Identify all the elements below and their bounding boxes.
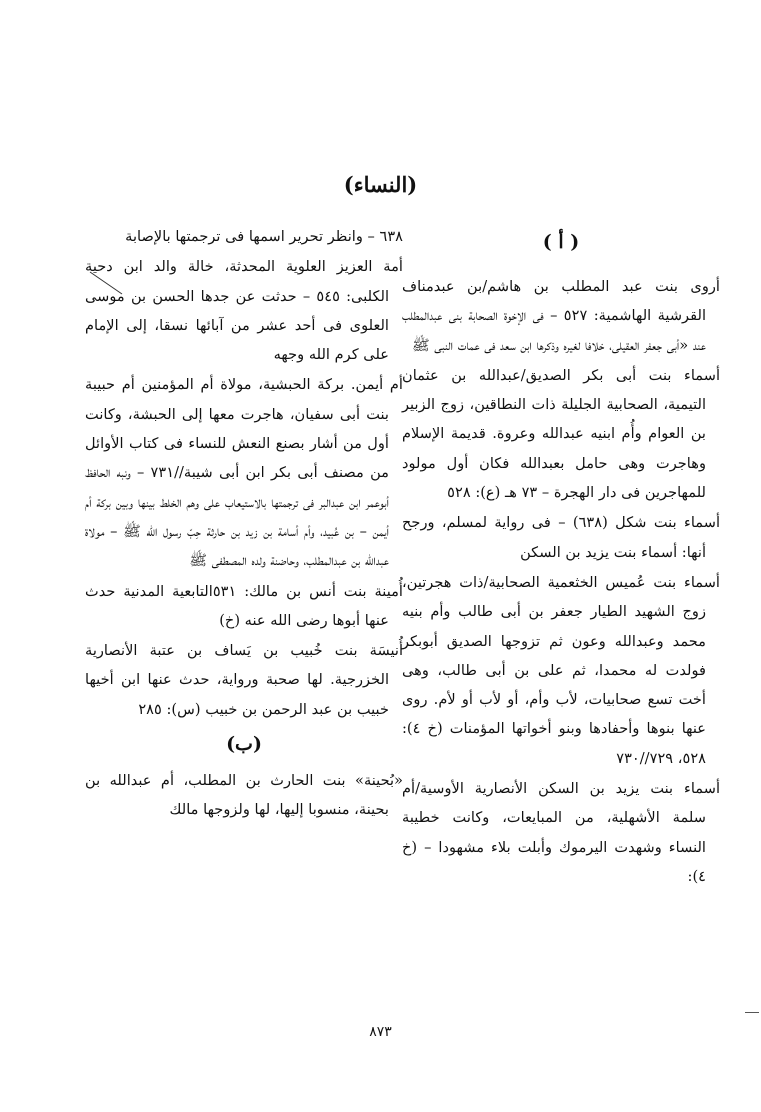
entry-asma-bint-abi-bakr: أسماء بنت أبى بكر الصديق/عبدالله بن عثمان التيمية، الصحابية الجليلة ذات النطاقين، زوج الزبير بن العوام وأُم ابنيه عبدالله وعروة. قديمة الإسلام وهاجرت وهى حامل بعبدالله فكان أول مولود للمهاجرين فى دار الهجرة – ٧٣ هـ (ع): ٥٢٨ bbox=[402, 366, 720, 502]
left-column bbox=[85, 222, 403, 826]
entry-asma-bint-yazid: أسماء بنت يزيد بن السكن الأنصارية الأوسية/أم سلمة الأشهلية، من المبايعات، وكانت خطيبة النساء وشهدت اليرموك وأبلت بلاء مشهودا – (خ ٤): bbox=[402, 780, 720, 885]
right-column bbox=[402, 222, 720, 892]
entry-amat-al-aziz: أمة العزيز العلوية المحدثة، خالة والد ابن دحية الكلبى: ٥٤٥ – حدثت عن جدها الحسن بن موسى العلوى فى أحد عشر من آبائها نسقا، إلى الإمام على كرم الله وجهه bbox=[85, 258, 403, 364]
entry-asma-bint-umais: أسماء بنت عُميس الخثعمية الصحابية/ذات هجرتين، زوج الشهيد الطيار جعفر بن أبى طالب وأم بنيه محمد وعبدالله وعون ثم تزوجها الصديق أبوبكر فولدت له محمدا، ثم على بن أبى طالب، وهى أخت تسع صحابيات، لأب وأم، أو لأب أو لأم. روى عنها بنوها وأحفادها وبنو أخواتها المؤمنات (خ ٤): ٥٢٨، ٧٢٩//٧٣٠ bbox=[402, 573, 720, 767]
page-title: (النساء) bbox=[343, 172, 418, 197]
entry-umm-ayman: أم أيمن. بركة الحبشية، مولاة أم المؤمنين أم حبيبة بنت أبى سفيان، هاجرت معها إلى الحبشة، وكانت أول من أشار بصنع النعش للنساء فى كتاب الأوائل من مصنف أبى بكر ابن أبى شيبة//٧٣١ – ونبه الحافظ أبوعمر ابن عبدالبر فى ترجمتها بالاستيعاب على وهم الخلط بينها وبين بركة أم أيمن – بن عُبيد، وأم أسامة بن زيد بن حارثة حِبّ رسول الله ﷺ – مولاة عبدالله بن عبدالمطلب، وحاضنة ولده المصطفى ﷺ bbox=[85, 376, 403, 570]
margin-tick bbox=[745, 1012, 759, 1013]
entry-buhaina: «بُحينة» بنت الحارث بن المطلب، أم عبدالله بن بحينة، منسوبا إليها، لها ولزوجها مالك bbox=[85, 772, 403, 819]
section-heading-ba: (ب) bbox=[226, 733, 262, 756]
entry-arwa: أروى بنت عبد المطلب بن هاشم/بن عبدمناف القرشية الهاشمية: ٥٢٧ – فى الإخوة الصحابة بنى عبدالمطلب عند «أبى جعفر العقيلى، خلافا لغيره وذكرها ابن سعد فى عمات النبى ﷺ bbox=[402, 278, 720, 354]
entry-continuation: ٦٣٨ – وانظر تحرير اسمها فى ترجمتها بالإصابة bbox=[125, 228, 403, 245]
entry-asma-bint-shakal: أسماء بنت شكل (٦٣٨) – فى رواية لمسلم، ورجح أنها: أسماء بنت يزيد بن السكن bbox=[402, 514, 720, 561]
page-number: ٨٧٣ bbox=[369, 1024, 392, 1040]
entry-unaisa: أُنيسَة بنت خُبيب بن يَساف بن عتبة الأنصارية الخزرجية. لها صحبة ورواية، حدث عنها ابن أخيها خبيب بن عبد الرحمن بن خبيب (س): ٢٨٥ bbox=[85, 642, 403, 718]
entry-umaina: أُمينة بنت أنس بن مالك: ٥٣١التابعية المدنية حدث عنها أبوها رضى الله عنه (خ) bbox=[85, 582, 403, 629]
section-heading-alif: ( أ ) bbox=[542, 231, 580, 253]
pen-mark-icon bbox=[88, 270, 124, 296]
